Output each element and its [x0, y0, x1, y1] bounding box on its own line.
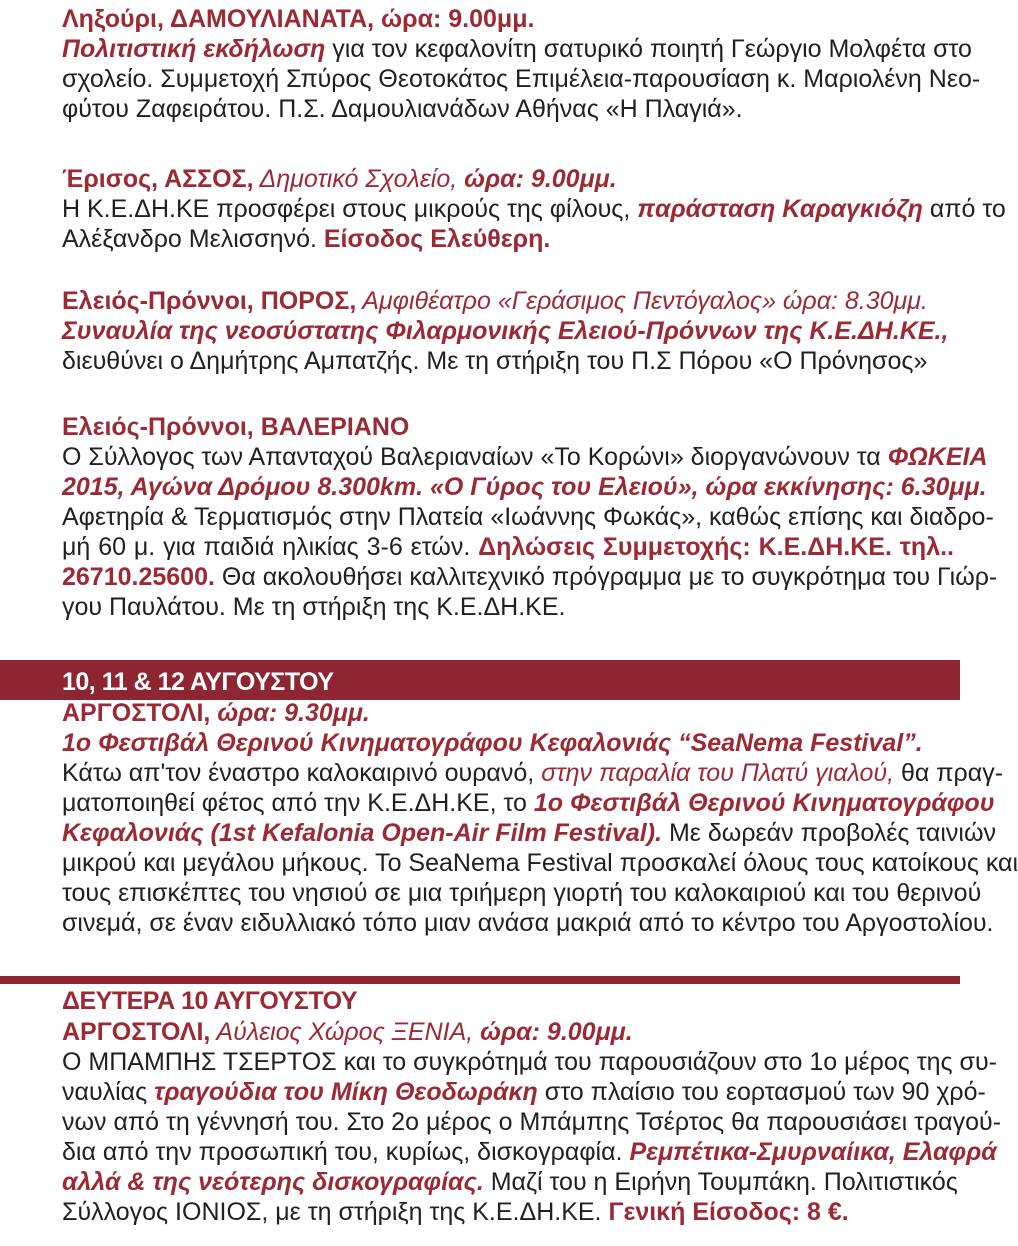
event-text-line: σχολείο. Συμμετοχή Σπύρος Θεοτοκάτος Επιμέλεια-παρουσίαση κ. Μαριολένη Νεο- — [62, 65, 981, 93]
event-text-line: Συναυλία της νεοσύστατης Φιλαρμονικής Ελειού-Πρόννων της Κ.Ε.ΔΗ.ΚΕ., — [62, 317, 949, 345]
event-text-line: Ο Σύλλογος των Απανταχού Βαλεριαναίων «Το Κορώνι» διοργανώνουν τα ΦΩΚΕΙΑ — [62, 443, 988, 471]
event-text-line: Πολιτιστική εκδήλωση για τον κεφαλονίτη σατυρικό ποιητή Γεώργιο Μολφέτα στο — [62, 35, 972, 63]
event-text-line: Αλέξανδρο Μελισσηνό. Είσοδος Ελεύθερη. — [62, 225, 551, 253]
event-heading: Ληξούρι, ΔΑΜΟΥΛΙΑΝΑΤΑ, ώρα: 9.00μμ. — [62, 5, 535, 33]
event-text-line: τους επισκέπτες του νησιού σε μια τριήμερη γιορτή του καλοκαιριού και του θερινού — [62, 879, 982, 907]
event-poros — [62, 286, 954, 376]
event-text-line: Κάτω απ'τον έναστρο καλοκαιρινό ουρανό, στην παραλία του Πλατύ γιαλού, θα πραγ- — [62, 759, 1004, 787]
event-text-line: Σύλλογος ΙΟΝΙΟΣ, με τη στήριξη της Κ.Ε.ΔΗ.ΚΕ. Γενική Είσοδος: 8 €. — [62, 1198, 849, 1226]
event-text-line: γου Παυλάτου. Με τη στήριξη της Κ.Ε.ΔΗ.ΚΕ. — [62, 593, 566, 621]
event-heading: Ελειός-Πρόννοι, ΠΟΡΟΣ, Αμφιθέατρο «Γεράσιμος Πεντόγαλος» ώρα: 8.30μμ. — [62, 287, 928, 315]
event-lixouri — [62, 4, 981, 124]
event-valeriano — [62, 412, 998, 622]
event-erisos — [62, 164, 1006, 254]
event-text-line: νων από τη γέννησή του. Στο 2ο μέρος ο Μπάμπης Τσέρτος θα παρουσιάσει τραγού- — [62, 1108, 1002, 1136]
event-text-line: δια από την προσωπική του, κυρίως, δισκογραφία. Ρεμπέτικα-Σμυρναίικα, Ελαφρά — [62, 1138, 997, 1166]
event-text-line: ματοποιηθεί φέτος από την Κ.Ε.ΔΗ.ΚΕ, το 1ο Φεστιβάλ Θερινού Κινηματογράφου — [62, 789, 995, 817]
event-text-line: Αφετηρία & Τερματισμός στην Πλατεία «Ιωάννης Φωκάς», καθώς επίσης και διαδρο- — [62, 503, 994, 531]
event-text-line: 26710.25600. Θα ακολουθήσει καλλιτεχνικό πρόγραμμα με το συγκρότημα του Γιώρ- — [62, 563, 998, 591]
event-text-line: ναυλίας τραγούδια του Μίκη Θεοδωράκη στο πλαίσιο του εορτασμού των 90 χρό- — [62, 1078, 986, 1106]
event-heading: ΑΡΓΟΣΤΟΛΙ, Αύλειος Χώρος ΞΕΝΙΑ, ώρα: 9.00μμ. — [62, 1018, 633, 1046]
event-argostoli-tsertos — [62, 985, 1002, 1227]
event-heading: ΑΡΓΟΣΤΟΛΙ, ώρα: 9.30μμ. — [62, 699, 370, 727]
event-text-line: διευθύνει ο Δημήτρης Αμπατζής. Με τη στήριξη του Π.Σ Πόρου «Ο Πρόνησος» — [62, 347, 928, 375]
event-argostoli-seanema — [62, 666, 1018, 938]
event-text-line: φύτου Ζαφειράτου. Π.Σ. Δαμουλιανάδων Αθήνας «Η Πλαγιά». — [62, 95, 743, 123]
event-text-line: αλλά & της νεότερης δισκογραφίας. Μαζί του η Ειρήνη Τουμπάκη. Πολιτιστικός — [62, 1168, 958, 1196]
date-band-title: ΔΕΥΤΕΡΑ 10 ΑΥΓΟΥΣΤΟΥ — [62, 987, 358, 1015]
date-band — [0, 976, 960, 984]
event-text-line: Ο ΜΠΑΜΠΗΣ ΤΣΕΡΤΟΣ και το συγκρότημά του παρουσιάζουν στο 1ο μέρος της συ- — [62, 1048, 997, 1076]
event-subtitle: 1ο Φεστιβάλ Θερινού Κινηματογράφου Κεφαλονιάς “SeaNema Festival”. — [62, 729, 923, 757]
date-band-title: 10, 11 & 12 ΑΥΓΟΥΣΤΟΥ — [62, 668, 334, 696]
event-heading: Έρισος, ΑΣΣΟΣ, Δημοτικό Σχολείο, ώρα: 9.00μμ. — [62, 165, 617, 193]
event-text-line: Η Κ.Ε.ΔΗ.ΚΕ προσφέρει στους μικρούς της φίλους, παράσταση Καραγκιόζη από το — [62, 195, 1006, 223]
event-text-line: Κεφαλονιάς (1st Kefalonia Open-Air Film Festival). Με δωρεάν προβολές ταινιών — [62, 819, 996, 847]
event-text-line: σινεμά, σε έναν ειδυλλιακό τόπο μιαν ανάσα μακριά από το κέντρο του Αργοστολίου. — [62, 909, 994, 937]
event-heading: Ελειός-Πρόννοι, ΒΑΛΕΡΙΑΝΟ — [62, 413, 410, 441]
event-text-line: μή 60 μ. για παιδιά ηλικίας 3-6 ετών. Δηλώσεις Συμμετοχής: Κ.Ε.ΔΗ.ΚΕ. τηλ.. — [62, 533, 954, 561]
event-text-line: μικρού και μεγάλου μήκους. Το SeaNema Festival προσκαλεί όλους τους κατοίκους και — [62, 849, 1018, 877]
event-text-line: 2015, Αγώνα Δρόμου 8.300km. «Ο Γύρος του Ελειού», ώρα εκκίνησης: 6.30μμ. — [62, 473, 987, 501]
